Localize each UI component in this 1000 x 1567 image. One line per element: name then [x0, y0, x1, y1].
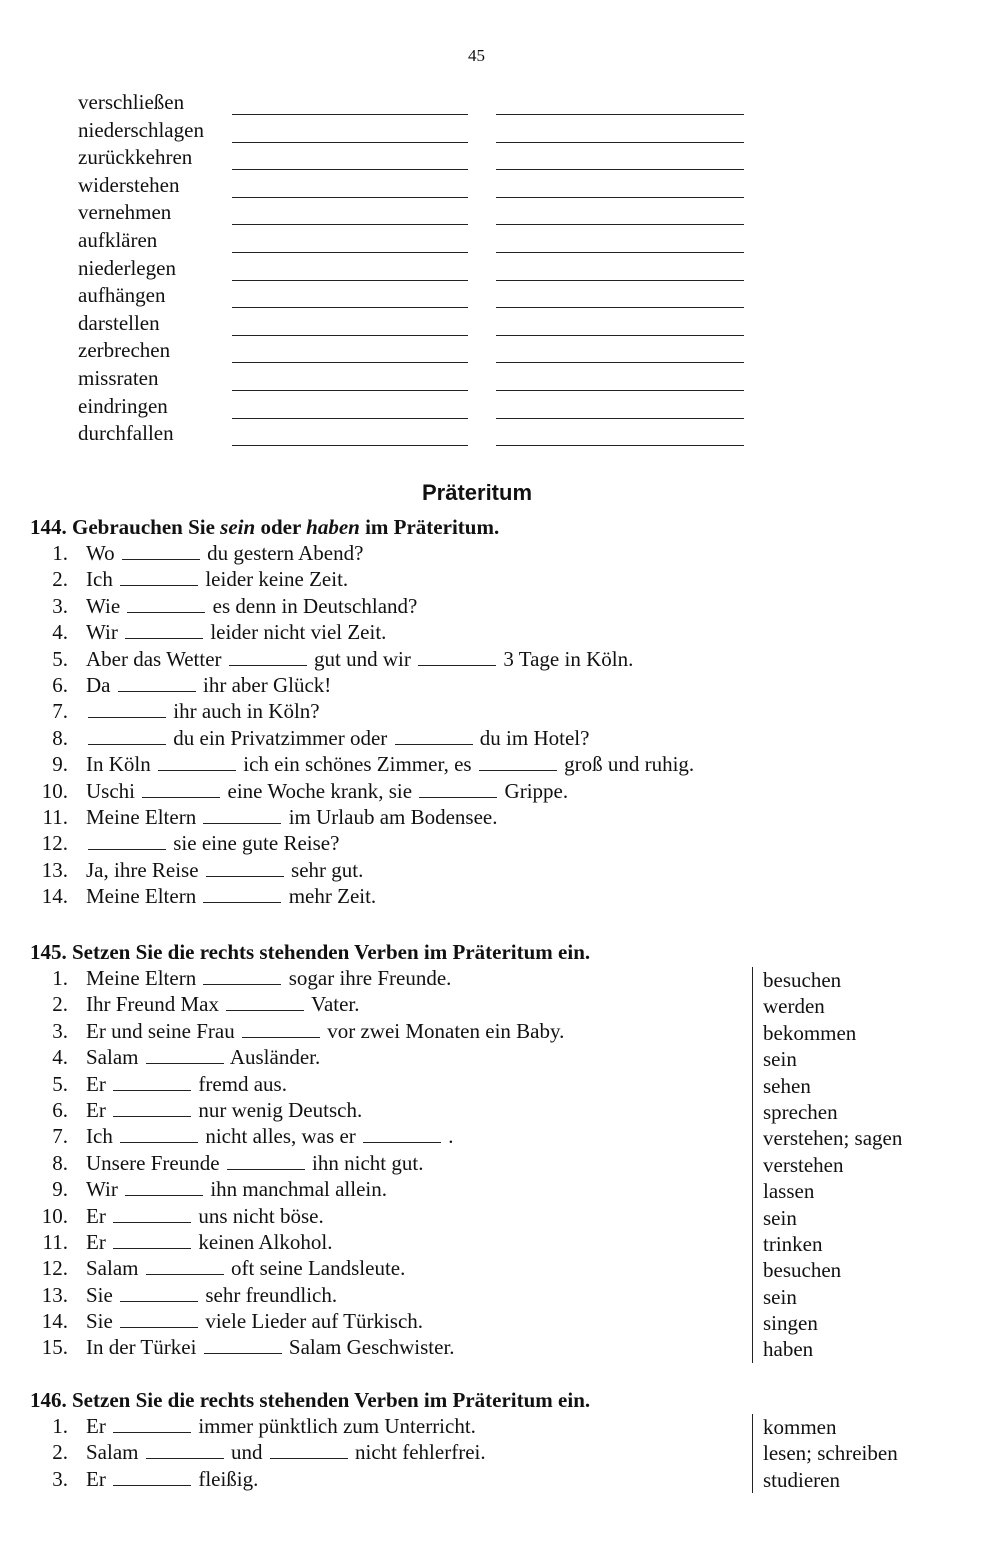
verb-word: niederlegen [78, 255, 176, 280]
text-part: Salam [86, 1256, 139, 1281]
page-number: 45 [468, 46, 485, 65]
item-number: 10. [41, 778, 68, 803]
exercise-146-heading: 146. Setzen Sie die rechts stehenden Verben im Präteritum ein. [30, 1388, 591, 1412]
verb-hint: singen [763, 1311, 818, 1336]
fill-in-blank[interactable] [120, 1309, 198, 1328]
text-part: immer pünktlich zum Unterricht. [198, 1414, 476, 1438]
verb-hint: sein [763, 1284, 797, 1309]
item-text [86, 804, 498, 830]
text-part: Ich [86, 1124, 113, 1149]
verb-hint: verstehen; sagen [763, 1126, 903, 1151]
text-part: leider nicht viel Zeit. [210, 620, 387, 645]
text-part: groß und ruhig. [564, 752, 695, 777]
fill-in-blank[interactable] [142, 779, 220, 798]
text-part: Ja, ihre Reise [86, 857, 199, 882]
fill-in-blank[interactable] [88, 699, 166, 718]
item-number: 9. [52, 752, 68, 777]
text-part: du gestern Abend? [207, 541, 364, 565]
text-part: und [231, 1440, 263, 1465]
fill-in-blank[interactable] [226, 992, 304, 1011]
text-part: Meine Eltern [86, 804, 197, 829]
text-part: In Köln [86, 752, 151, 777]
section-title: Präteritum [421, 480, 533, 505]
item-text [86, 1071, 287, 1097]
item-text [86, 1282, 337, 1308]
item-text [86, 672, 331, 698]
verb-row [78, 89, 758, 117]
text-part: Vater. [311, 992, 360, 1017]
text-part: fremd aus. [198, 1071, 287, 1096]
verb-hint: sein [763, 1205, 797, 1230]
item-text [86, 725, 589, 751]
answer-line[interactable] [496, 197, 744, 198]
text-part: nur wenig Deutsch. [198, 1097, 363, 1122]
text-part: mehr Zeit. [288, 884, 377, 909]
text-part: ihr auch in Köln? [173, 699, 320, 724]
heading-text: im Präteritum. [359, 515, 500, 539]
verb-word: verschließen [78, 90, 185, 114]
text-part: Aber das Wetter [86, 646, 222, 671]
item-number: 13. [41, 1282, 68, 1307]
text-part: fleißig. [198, 1466, 259, 1491]
item-number: 6. [52, 672, 68, 697]
text-part: Er [86, 1203, 106, 1228]
answer-line[interactable] [232, 362, 468, 363]
answer-line[interactable] [232, 197, 468, 198]
fill-in-blank[interactable] [395, 726, 473, 745]
fill-in-blank[interactable] [122, 541, 200, 560]
item-number: 1. [52, 541, 68, 565]
fill-in-blank[interactable] [113, 1230, 191, 1249]
answer-line[interactable] [496, 418, 744, 419]
item-number: 13. [41, 857, 68, 882]
verb-row [78, 227, 758, 255]
exercise-146-verb-hints [752, 1414, 898, 1493]
fill-in-blank[interactable] [203, 884, 281, 903]
verb-hint: lesen; schreiben [763, 1441, 898, 1466]
verb-row [78, 282, 758, 310]
text-part: eine Woche krank, sie [227, 778, 413, 803]
verb-word: niederschlagen [78, 117, 204, 142]
fill-in-blank[interactable] [242, 1019, 320, 1038]
fill-in-blank[interactable] [418, 647, 496, 666]
text-part: es denn in Deutschland? [212, 593, 418, 618]
item-number: 7. [52, 699, 68, 724]
item-number: 7. [52, 1124, 68, 1149]
verb-hint: lassen [763, 1179, 815, 1204]
answer-line[interactable] [496, 114, 744, 115]
answer-line[interactable] [232, 390, 468, 391]
item-text [86, 1018, 564, 1044]
item-text [86, 1439, 486, 1465]
item-text [86, 593, 417, 619]
item-text [86, 965, 451, 991]
item-number: 5. [52, 1071, 68, 1096]
item-text [86, 1413, 476, 1439]
fill-in-blank[interactable] [363, 1124, 441, 1143]
item-text [86, 1229, 332, 1255]
fill-in-blank[interactable] [158, 752, 236, 771]
item-text [86, 1466, 258, 1492]
verb-row [78, 144, 758, 172]
verb-row [78, 310, 758, 338]
fill-in-blank[interactable] [146, 1440, 224, 1459]
text-part: leider keine Zeit. [205, 567, 349, 592]
verb-hint: besuchen [763, 1258, 842, 1283]
text-part: ihr aber Glück! [203, 672, 332, 697]
fill-in-blank[interactable] [120, 567, 198, 586]
text-part: vor zwei Monaten ein Baby. [327, 1018, 565, 1043]
item-text [86, 883, 376, 909]
fill-in-blank[interactable] [113, 1072, 191, 1091]
answer-line[interactable] [232, 418, 468, 419]
item-number: 14. [41, 1309, 68, 1334]
item-number: 1. [52, 1414, 68, 1438]
answer-line[interactable] [232, 307, 468, 308]
text-part: Wir [86, 620, 118, 645]
text-part: Ausländer. [229, 1045, 321, 1070]
text-part: In der Türkei [86, 1335, 197, 1360]
verb-row [78, 420, 758, 448]
text-part: Er [86, 1097, 106, 1122]
fill-in-blank[interactable] [146, 1045, 224, 1064]
text-part: Er [86, 1229, 106, 1254]
verb-word: zurückkehren [78, 145, 193, 170]
verb-row [78, 199, 758, 227]
text-part: . [448, 1124, 454, 1149]
text-part: im Urlaub am Bodensee. [288, 804, 498, 829]
text-part: Er und seine Frau [86, 1018, 235, 1043]
text-part: Sie [86, 1309, 113, 1334]
item-text [86, 1150, 423, 1176]
answer-line[interactable] [232, 445, 468, 446]
exercise-145-verb-hints [752, 967, 902, 1363]
item-text [86, 1097, 362, 1123]
item-number: 4. [52, 1045, 68, 1070]
fill-in-blank[interactable] [113, 1204, 191, 1223]
answer-line[interactable] [232, 252, 468, 253]
fill-in-blank[interactable] [146, 1256, 224, 1275]
item-number: 10. [41, 1203, 68, 1228]
text-part: ihn manchmal allein. [210, 1177, 388, 1202]
fill-in-blank[interactable] [118, 673, 196, 692]
answer-line[interactable] [232, 280, 468, 281]
text-part: sehr gut. [291, 857, 364, 882]
verb-hint: kommen [763, 1415, 837, 1439]
text-part: oft seine Landsleute. [231, 1256, 406, 1281]
item-text [86, 646, 633, 672]
verb-hint: verstehen [763, 1152, 844, 1177]
item-text [86, 1123, 454, 1149]
item-number: 4. [52, 620, 68, 645]
fill-in-blank[interactable] [479, 752, 557, 771]
answer-line[interactable] [496, 335, 744, 336]
text-part: Wo [86, 541, 115, 565]
text-part: Wie [86, 593, 121, 618]
exercise-144-heading [30, 515, 499, 540]
answer-line[interactable] [232, 114, 468, 115]
fill-in-blank[interactable] [125, 620, 203, 639]
text-part: sehr freundlich. [205, 1282, 338, 1307]
fill-in-blank[interactable] [206, 858, 284, 877]
verb-hint: werden [763, 994, 825, 1019]
item-number: 3. [52, 1466, 68, 1491]
item-number: 8. [52, 1150, 68, 1175]
text-part: du im Hotel? [479, 725, 590, 750]
answer-line[interactable] [496, 142, 744, 143]
fill-in-blank[interactable] [419, 779, 497, 798]
answer-line[interactable] [232, 224, 468, 225]
text-part: nicht alles, was er [205, 1124, 356, 1149]
item-number: 9. [52, 1177, 68, 1202]
verb-hint: bekommen [763, 1020, 857, 1045]
item-text [86, 619, 386, 645]
text-part: Meine Eltern [86, 966, 197, 990]
item-text [86, 540, 363, 566]
fill-in-blank[interactable] [120, 1124, 198, 1143]
answer-line[interactable] [496, 390, 744, 391]
answer-line[interactable] [496, 280, 744, 281]
answer-line[interactable] [496, 307, 744, 308]
verb-hint: trinken [763, 1231, 823, 1256]
answer-line[interactable] [496, 224, 744, 225]
verb-word: aufklären [78, 227, 158, 252]
item-number: 3. [52, 1018, 68, 1043]
exercise-145-heading: 145. Setzen Sie die rechts stehenden Verben im Präteritum ein. [30, 940, 591, 964]
fill-in-blank[interactable] [203, 805, 281, 824]
text-part: Er [86, 1071, 106, 1096]
heading-text: oder [255, 515, 307, 539]
fill-in-blank[interactable] [88, 726, 166, 745]
fill-in-blank[interactable] [88, 831, 166, 850]
answer-line[interactable] [496, 362, 744, 363]
item-text [86, 830, 339, 856]
text-part: Grippe. [504, 778, 569, 803]
text-part: Salam Geschwister. [288, 1335, 455, 1360]
text-part: gut und wir [314, 646, 411, 671]
fill-in-blank[interactable] [125, 1177, 203, 1196]
text-part: Er [86, 1466, 106, 1491]
item-number: 2. [52, 992, 68, 1017]
fill-in-blank[interactable] [204, 1335, 282, 1354]
verb-list [78, 89, 758, 448]
item-text [86, 991, 360, 1017]
text-part: Meine Eltern [86, 884, 197, 909]
text-part: ihn nicht gut. [312, 1150, 424, 1175]
fill-in-blank[interactable] [127, 594, 205, 613]
text-part: Ihr Freund Max [86, 992, 219, 1017]
text-part: Unsere Freunde [86, 1150, 220, 1175]
verb-word: missraten [78, 365, 159, 390]
item-number: 12. [41, 831, 68, 856]
verb-row [78, 365, 758, 393]
answer-line[interactable] [232, 335, 468, 336]
fill-in-blank[interactable] [227, 1151, 305, 1170]
fill-in-blank[interactable] [270, 1440, 348, 1459]
text-part: Er [86, 1414, 106, 1438]
text-part: uns nicht böse. [198, 1203, 324, 1228]
item-number: 12. [41, 1256, 68, 1281]
item-text [86, 566, 348, 592]
fill-in-blank[interactable] [113, 1098, 191, 1117]
verb-word: aufhängen [78, 283, 166, 308]
fill-in-blank[interactable] [120, 1283, 198, 1302]
verb-word: vernehmen [78, 200, 172, 225]
heading-emphasis: sein [220, 515, 256, 539]
text-part: viele Lieder auf Türkisch. [205, 1309, 424, 1334]
text-part: sie eine gute Reise? [173, 831, 340, 856]
verb-row [78, 393, 758, 421]
verb-row [78, 117, 758, 145]
fill-in-blank[interactable] [113, 1467, 191, 1486]
answer-line[interactable] [496, 252, 744, 253]
verb-word: durchfallen [78, 421, 174, 446]
item-number: 6. [52, 1097, 68, 1122]
verb-row [78, 337, 758, 365]
item-number: 1. [52, 966, 68, 990]
text-part: Ich [86, 567, 113, 592]
item-text [86, 751, 694, 777]
item-text [86, 1176, 387, 1202]
text-part: Wir [86, 1177, 118, 1202]
item-text [86, 1308, 423, 1334]
item-number: 14. [41, 884, 68, 909]
verb-hint: sein [763, 1047, 797, 1072]
text-part: sogar ihre Freunde. [288, 966, 452, 990]
item-text [86, 1044, 320, 1070]
item-text [86, 698, 320, 724]
item-number: 15. [41, 1335, 68, 1360]
text-part: keinen Alkohol. [198, 1229, 333, 1254]
item-number: 2. [52, 567, 68, 592]
heading-text: 144. Gebrauchen Sie [30, 515, 221, 539]
text-part: Salam [86, 1440, 139, 1465]
verb-row [78, 255, 758, 283]
text-part: ich ein schönes Zimmer, es [243, 752, 472, 777]
fill-in-blank[interactable] [229, 647, 307, 666]
verb-word: widerstehen [78, 172, 180, 197]
answer-line[interactable] [496, 169, 744, 170]
item-text [86, 1203, 324, 1229]
answer-line[interactable] [232, 169, 468, 170]
fill-in-blank[interactable] [203, 966, 281, 985]
text-part: nicht fehlerfrei. [355, 1440, 486, 1465]
verb-row [78, 172, 758, 200]
item-number: 11. [42, 1229, 68, 1254]
item-number: 2. [52, 1440, 68, 1465]
item-number: 3. [52, 593, 68, 618]
item-number: 5. [52, 646, 68, 671]
fill-in-blank[interactable] [113, 1414, 191, 1433]
verb-hint: sprechen [763, 1099, 838, 1124]
verb-hint: studieren [763, 1467, 840, 1492]
heading-emphasis: haben [306, 515, 360, 539]
text-part: 3 Tage in Köln. [503, 646, 634, 671]
item-text [86, 778, 568, 804]
item-number: 11. [42, 804, 68, 829]
verb-word: eindringen [78, 393, 168, 418]
text-part: Da [86, 672, 111, 697]
text-part: Sie [86, 1282, 113, 1307]
item-text [86, 1334, 455, 1360]
verb-hint: haben [763, 1337, 814, 1362]
verb-hint: besuchen [763, 968, 842, 992]
text-part: Uschi [86, 778, 135, 803]
item-text [86, 1255, 405, 1281]
answer-line[interactable] [496, 445, 744, 446]
text-part: du ein Privatzimmer oder [173, 725, 388, 750]
item-text [86, 857, 363, 883]
verb-hint: sehen [763, 1073, 811, 1098]
answer-line[interactable] [232, 142, 468, 143]
verb-word: zerbrechen [78, 338, 171, 363]
item-number: 8. [52, 725, 68, 750]
verb-word: darstellen [78, 310, 160, 335]
text-part: Salam [86, 1045, 139, 1070]
